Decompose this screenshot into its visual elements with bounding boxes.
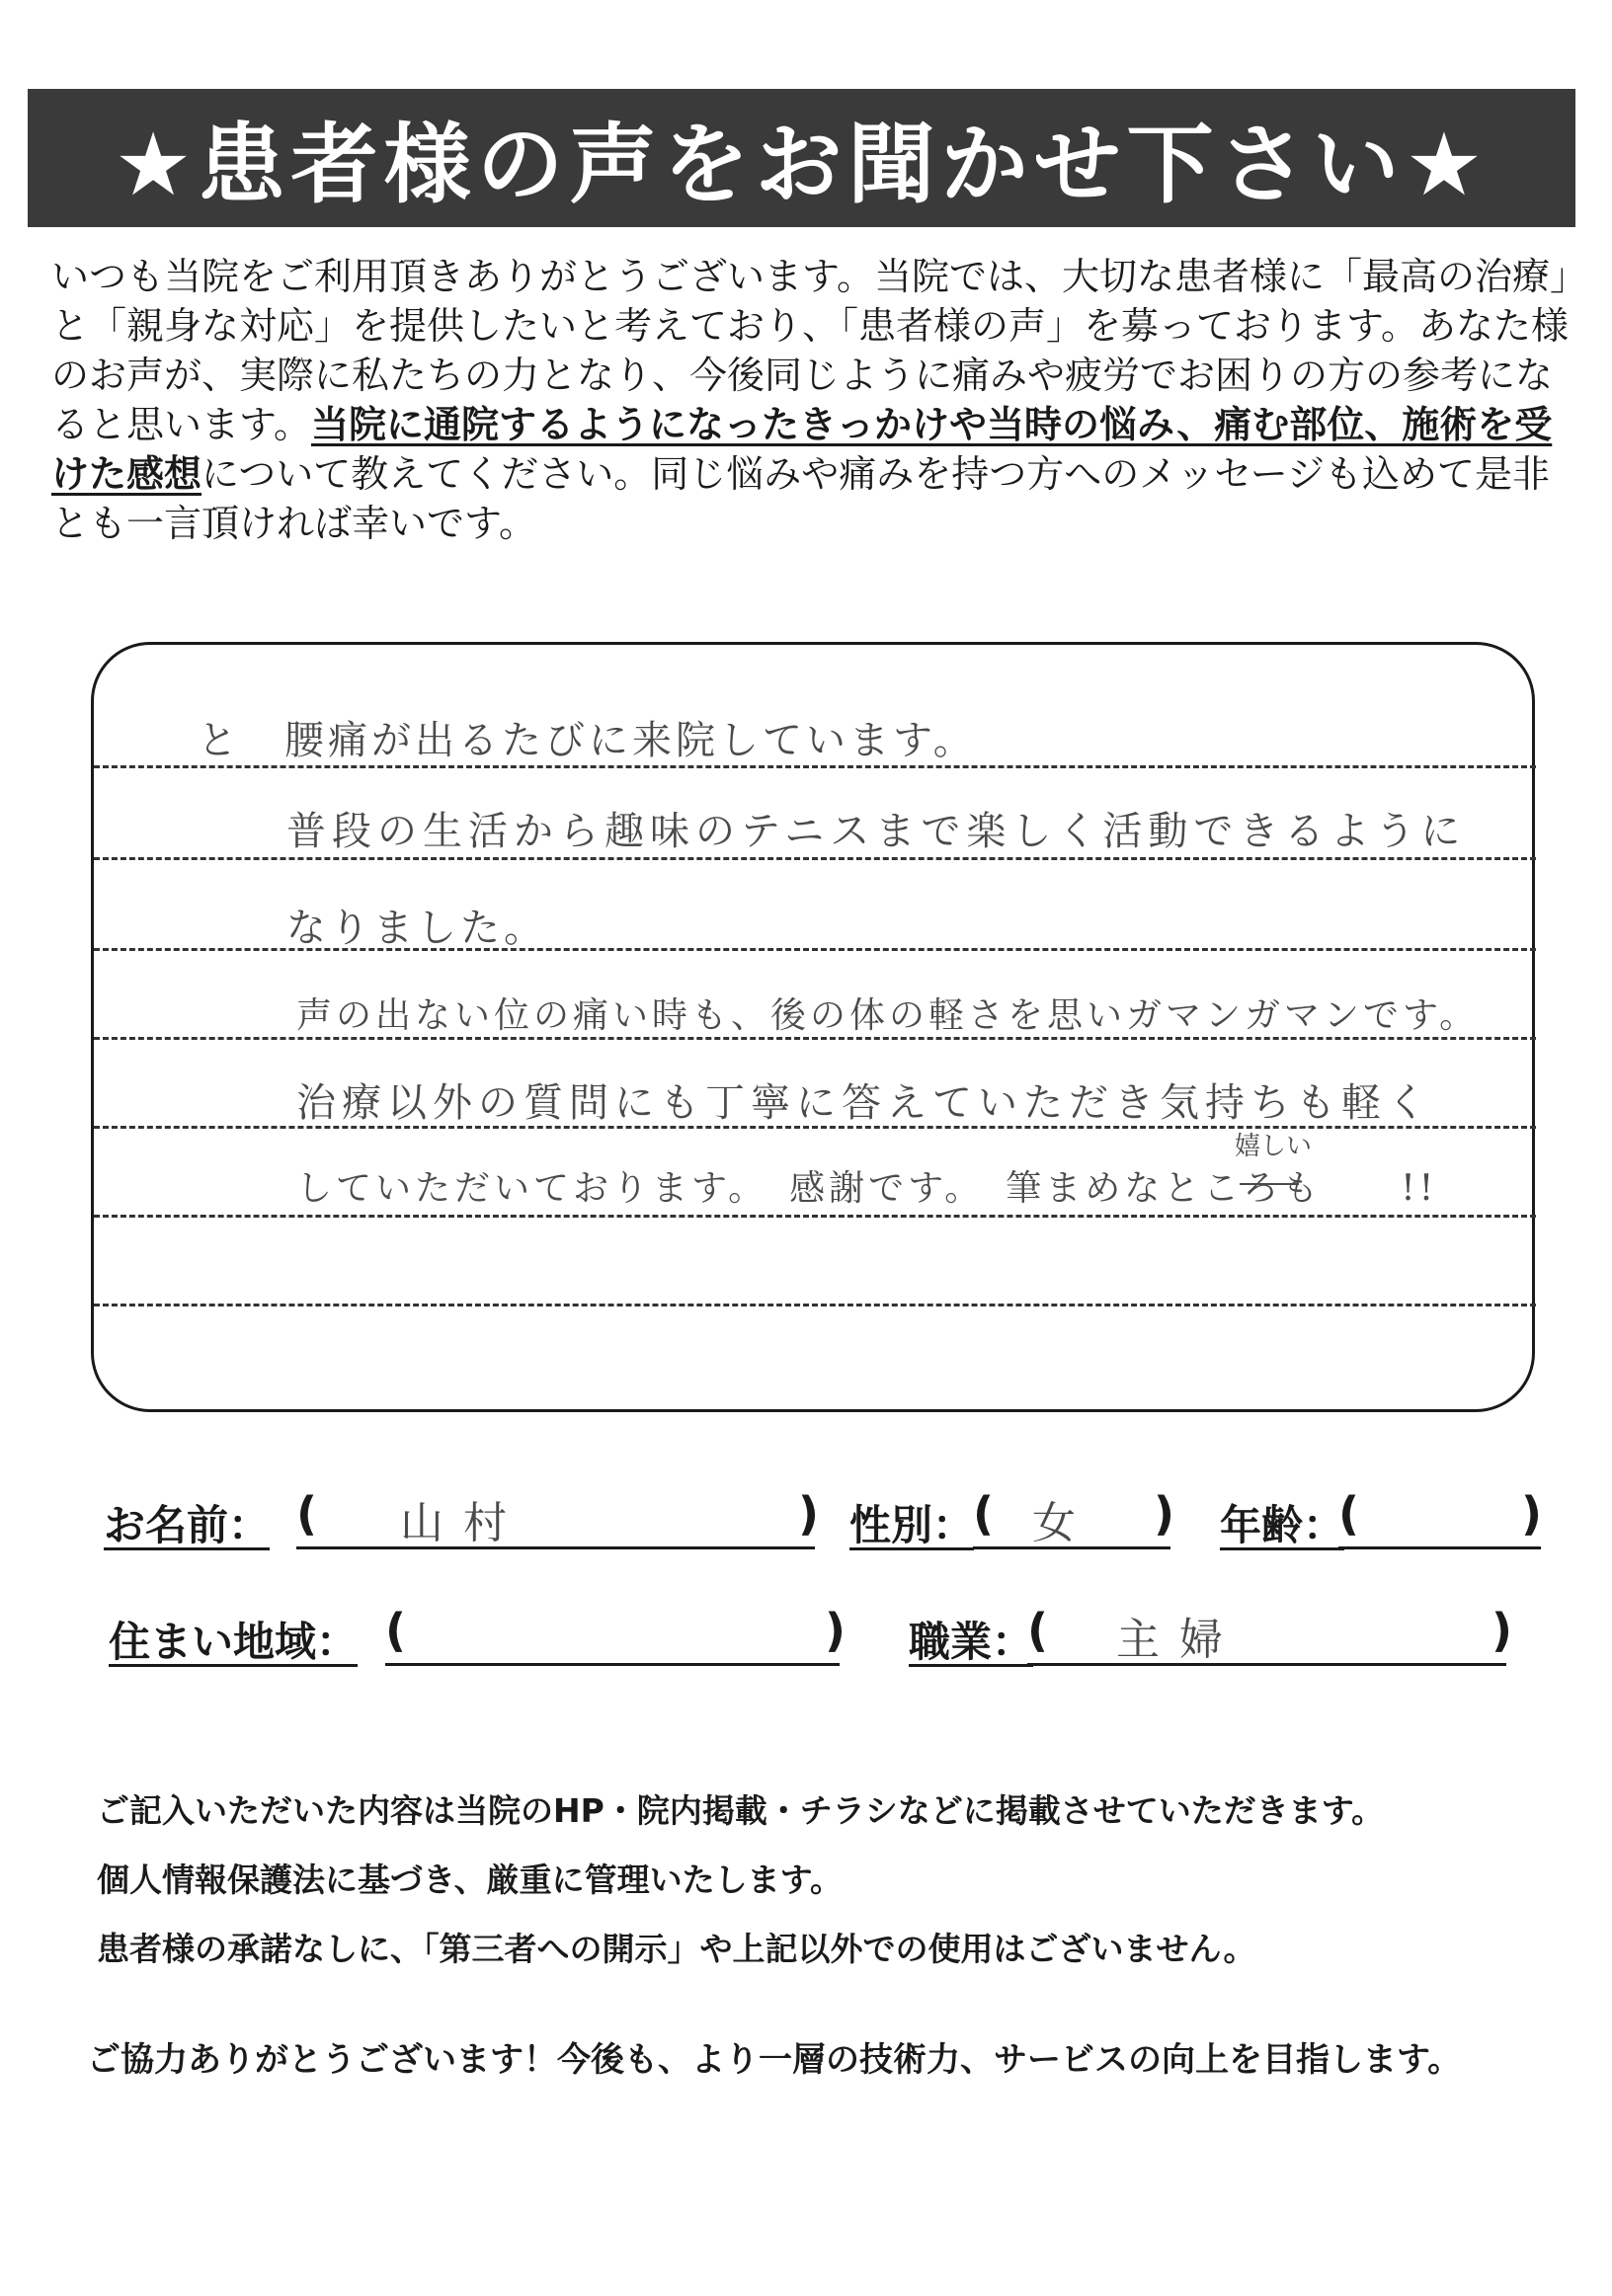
job-underline xyxy=(1027,1663,1506,1666)
area-underline xyxy=(385,1663,840,1666)
header-banner xyxy=(28,89,1575,227)
page-title: ★患者様の声をお聞かせ下さい★ xyxy=(114,114,1490,215)
closing-message: ご協力ありがとうございます！今後も、より一層の技術力、サービスの向上を目指します。 xyxy=(87,2040,1462,2080)
comment-line-1: と 腰痛が出るたびに来院しています。 xyxy=(198,718,977,763)
intro-text-2: について教えてください。同じ悩みや痛みを持つ方へのメッセージも込めて是非とも一言頂ければ幸いです。 xyxy=(51,452,1550,545)
job-value: 主婦 xyxy=(1116,1615,1243,1665)
name-value: 山村 xyxy=(400,1498,526,1548)
job-close-paren: ) xyxy=(1491,1604,1513,1657)
name-open-paren: ( xyxy=(296,1487,318,1541)
comment-correction-note: 嬉しい xyxy=(1235,1132,1313,1161)
gender-open-paren: ( xyxy=(973,1487,995,1541)
area-label: 住まい地域： xyxy=(109,1618,359,1666)
comment-dash-line xyxy=(94,1215,1536,1218)
age-close-paren: ) xyxy=(1521,1487,1543,1541)
intro-paragraph xyxy=(51,252,1582,548)
intro-emphasis: 当院に通院するようになったきっかけや当時の悩み、痛む部位、施術を受けた感想 xyxy=(51,403,1553,496)
notice-line-2: 個人情報保護法に基づき、厳重に管理いたします。 xyxy=(97,1861,844,1899)
name-underline xyxy=(296,1546,815,1549)
gender-close-paren: ) xyxy=(1154,1487,1175,1541)
gender-underline xyxy=(973,1546,1170,1549)
intro-text-1: いつも当院をご利用頂きありがとうございます。当院では、大切な患者様に「最高の治療」と「親身な対応」を提供したいと考えており、「患者様の声」を募っております。あなた様のお声が、実際に私たちの力となり、今後同じように痛みや疲労でお困りの方の参考になると思います。 xyxy=(51,255,1569,446)
area-close-paren: ) xyxy=(825,1604,846,1657)
notice-line-1: ご記入いただいた内容は当院のHP・院内掲載・チラシなどに掲載させていただきます。 xyxy=(97,1791,1385,1830)
job-open-paren: ( xyxy=(1027,1604,1049,1657)
comment-line-6: していただいております。 感謝です。 筆まめなところも !! xyxy=(296,1168,1438,1209)
gender-label: 性別： xyxy=(849,1501,975,1549)
strikethrough-mark xyxy=(1240,1183,1299,1185)
age-label: 年齢： xyxy=(1220,1501,1345,1549)
comment-dash-line xyxy=(94,1304,1536,1306)
comment-line-5: 治療以外の質問にも丁寧に答えていただき気持ちも軽く xyxy=(296,1080,1432,1126)
age-underline xyxy=(1338,1546,1541,1549)
gender-value: 女 xyxy=(1032,1498,1095,1548)
name-label: お名前： xyxy=(104,1501,271,1549)
age-open-paren: ( xyxy=(1338,1487,1360,1541)
comment-line-3: なりました。 xyxy=(286,906,547,951)
comment-dash-line xyxy=(94,765,1536,768)
notice-line-3: 患者様の承諾なしに、「第三者への開示」や上記以外での使用はございません。 xyxy=(97,1930,1256,1968)
comment-line-4: 声の出ない位の痛い時も、後の体の軽さを思いガマンガマンです。 xyxy=(296,995,1480,1036)
job-label: 職業： xyxy=(909,1618,1034,1666)
comment-dash-line xyxy=(94,857,1536,860)
comment-line-2: 普段の生活から趣味のテニスまで楽しく活動できるように xyxy=(286,809,1467,854)
name-close-paren: ) xyxy=(798,1487,820,1541)
area-open-paren: ( xyxy=(385,1604,407,1657)
